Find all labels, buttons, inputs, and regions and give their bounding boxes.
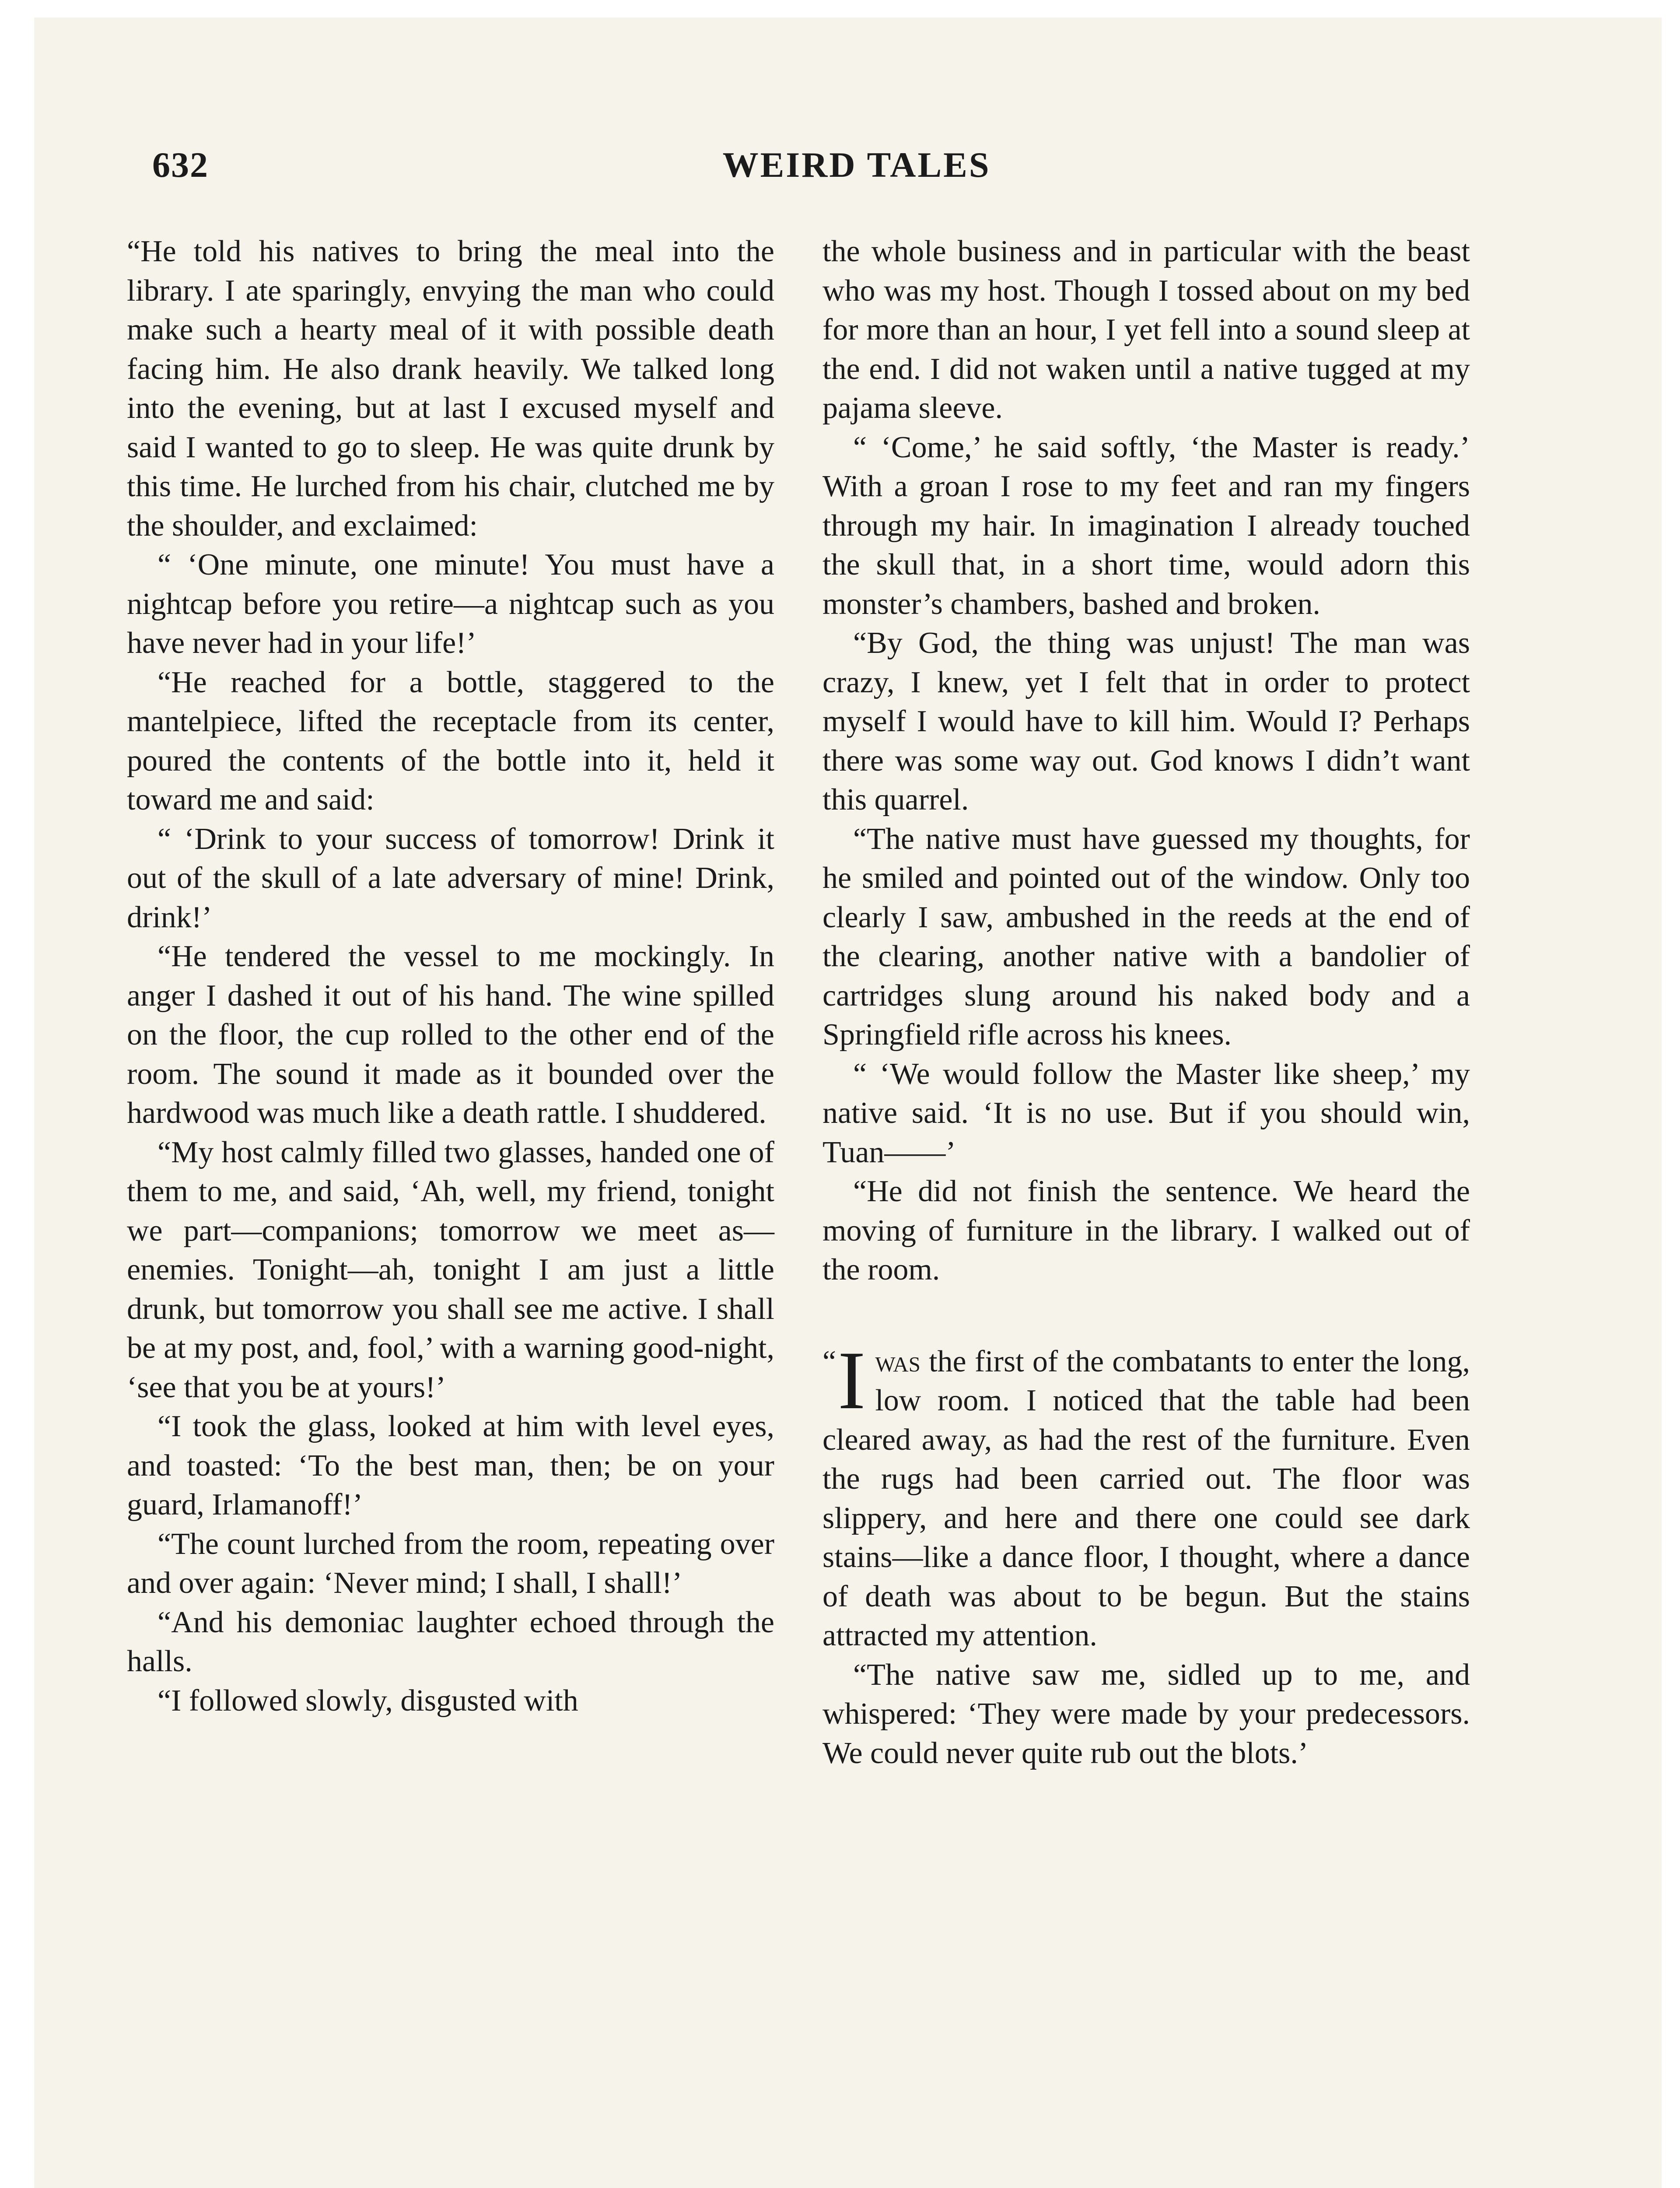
paragraph: “I followed slowly, disgusted with xyxy=(158,1683,578,1718)
paragraph: “ ‘Come,’ he said softly, ‘the Master is ready.’ With a groan I rose to my feet and ran my fingers through my hair. In imagination I already touched the skull that, in a short time, would adorn this monster’s chambers, bashed and broken. xyxy=(822,430,1470,621)
paragraph: “By God, the thing was unjust! The man was crazy, I knew, yet I felt that in order to protect myself I would have to kill him. Would I? Perhaps there was some way out. God knows I didn’t want this quarrel. xyxy=(822,626,1470,817)
paragraph: “The native must have guessed my thoughts, for he smiled and pointed out of the window. Only too clearly I saw, ambushed in the reeds at the end of the clearing, another native with a bandolier of cartridges slung around his naked body and a Springfield rifle across his knees. xyxy=(822,822,1470,1052)
paragraph: “He reached for a bottle, staggered to the mantelpiece, lifted the receptacle from its center, poured the contents of the bottle into it, held it toward me and said: xyxy=(127,665,774,817)
paragraph: “ ‘One minute, one minute! You must have a nightcap before you retire—a nightcap such as you have never had in your life!’ xyxy=(127,548,774,660)
running-title: WEIRD TALES xyxy=(722,145,991,185)
right-column xyxy=(822,232,1470,1773)
paragraph: “He did not finish the sentence. We heard the moving of furniture in the library. I walked out of the room. xyxy=(822,1175,1470,1287)
paragraph: “My host calmly filled two glasses, handed one of them to me, and said, ‘Ah, well, my friend, tonight we part—companions; tomorrow we meet as—enemies. Tonight—ah, tonight I am just a little drunk, but tomorrow you shall see me active. I shall be at my post, and, fool,’ with a warning good-night, ‘see that you be at yours!’ xyxy=(127,1135,774,1404)
paragraph: “He told his natives to bring the meal into the library. I ate sparingly, envying the man who could make such a hearty meal of it with possible death facing him. He also drank heavily. We talked long into the evening, but at last I excused myself and said I wanted to go to sleep. He was quite drunk by this time. He lurched from his chair, clutched me by the shoulder, and exclaimed: xyxy=(127,235,774,543)
paragraph: “The count lurched from the room, repeating over and over again: ‘Never mind; I shall, I shall!’ xyxy=(127,1527,774,1600)
section-opening-paragraph xyxy=(822,1334,1470,1655)
paragraph: the whole business and in particular with the beast who was my host. Though I tossed about on my bed for more than an hour, I yet fell into a sound sleep at the end. I did not waken until a native tugged at my pajama sleeve. xyxy=(822,235,1470,425)
section-break xyxy=(822,1290,1470,1342)
paragraph-text: the first of the combatants to enter the long, low room. I noticed that the table had been cleared away, as had the rest of the furniture. Even the rugs had been carried out. The floor was slippery, and here and there one could see dark stains—like a dance floor, I thought, where a dance of death was about to be begun. But the stains attracted my attention. xyxy=(822,1344,1470,1652)
page-header xyxy=(152,144,1561,201)
paragraph: “The native saw me, sidled up to me, and whispered: ‘They were made by your predecessors. We could never quite rub out the blots.’ xyxy=(822,1658,1470,1770)
paragraph: “He tendered the vessel to me mockingly. In anger I dashed it out of his hand. The wine spilled on the floor, the cup rolled to the other end of the room. The sound it made as it bounded over the hardwood was much like a death rattle. I shuddered. xyxy=(127,940,774,1130)
paragraph: “And his demoniac laughter echoed through the halls. xyxy=(127,1605,774,1678)
paragraph: “ ‘Drink to your success of tomorrow! Drink it out of the skull of a late adversary of mine! Drink, drink!’ xyxy=(127,822,774,934)
page-number: 632 xyxy=(152,145,209,185)
paragraph: “ ‘We would follow the Master like sheep,’ my native said. ‘It is no use. But if you should win, Tuan——’ xyxy=(822,1057,1470,1169)
opening-quote: “ xyxy=(822,1344,836,1378)
lead-small-caps: was xyxy=(875,1344,920,1378)
paragraph: “I took the glass, looked at him with level eyes, and toasted: ‘To the best man, then; be on your guard, Irlamanoff!’ xyxy=(127,1410,774,1522)
left-column xyxy=(127,232,774,1720)
drop-cap: I xyxy=(838,1334,866,1427)
